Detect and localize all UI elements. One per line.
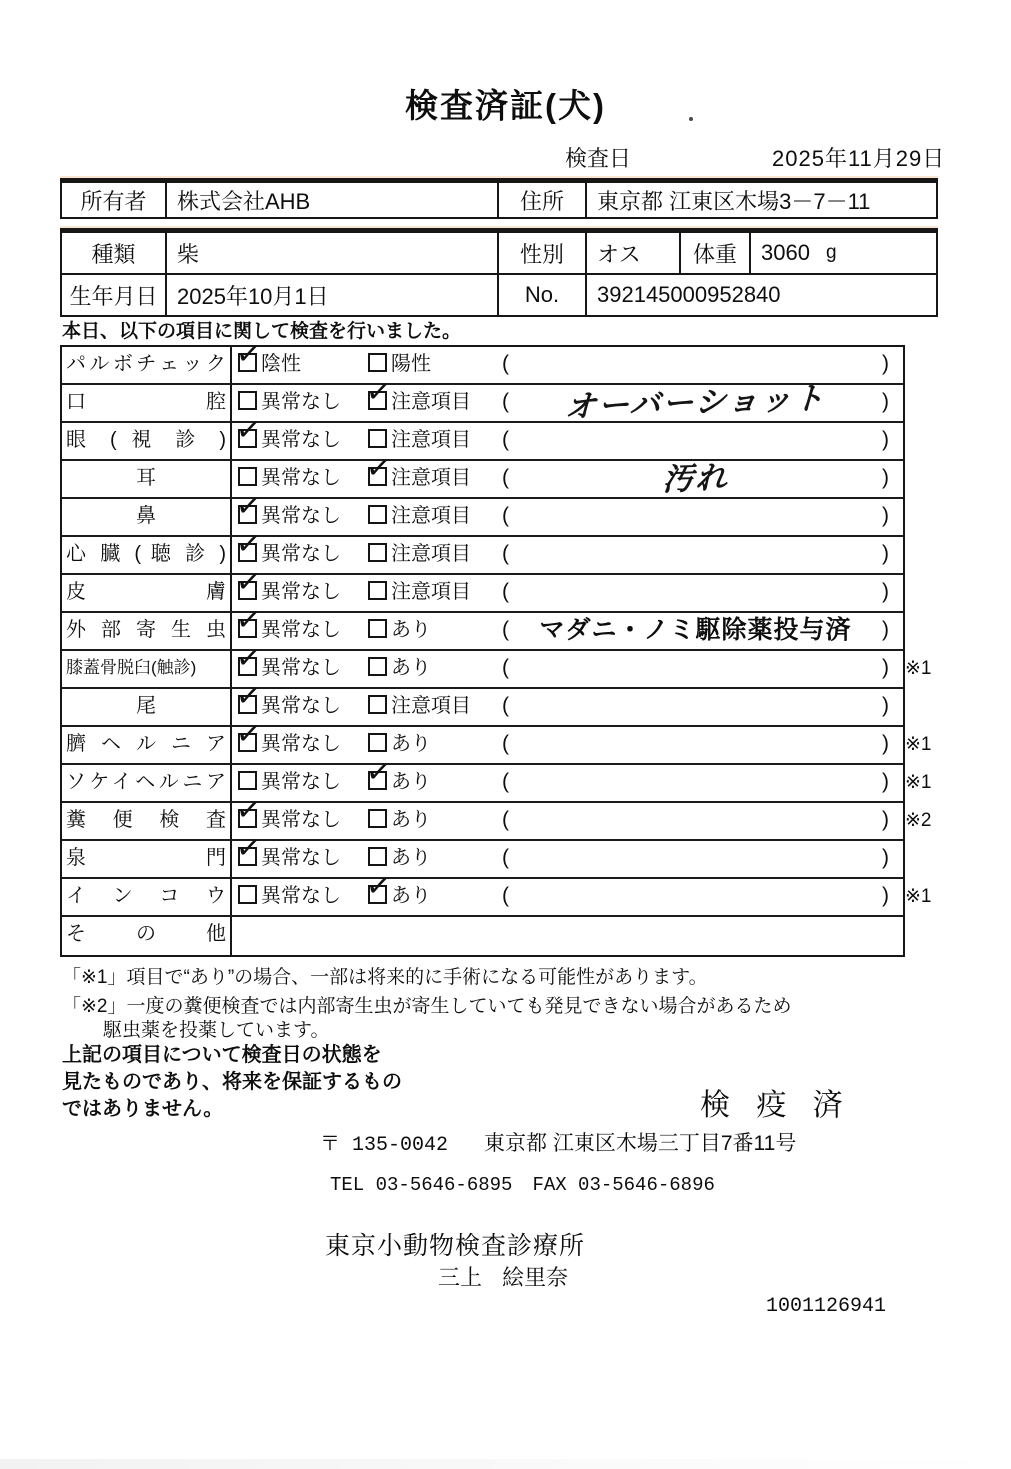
checkbox: [234, 412, 263, 449]
remark-label: ※1: [905, 734, 932, 755]
option-label: 注意項目: [391, 543, 471, 565]
checklist-row-nose: [62, 488, 903, 537]
row-label-cell: [62, 537, 232, 573]
row-label-cell: [62, 347, 232, 383]
quarantine-stamp: 検 疫 済: [700, 1089, 852, 1122]
remark-label: ※1: [905, 658, 932, 679]
checkbox: [234, 678, 263, 715]
paren-close: ): [882, 504, 889, 527]
checkbox-option-2: [368, 651, 431, 685]
birthdate-label: 生年月日: [62, 275, 167, 315]
checkbox: [364, 450, 393, 487]
scan-artifact-dot: [689, 117, 693, 121]
row-content: [232, 640, 932, 687]
option-label: 異常なし: [261, 429, 341, 451]
row-label-cell: [62, 917, 232, 955]
paren-field: [502, 499, 889, 533]
paren-field: [502, 841, 889, 875]
checkbox: [234, 526, 263, 563]
option-label: あり: [391, 733, 431, 755]
checkbox-option-2: [368, 347, 431, 381]
option-label: 陽性: [391, 353, 431, 375]
row-label: 耳: [136, 467, 156, 489]
checkbox: [238, 771, 257, 790]
paren-field: [502, 379, 889, 425]
paren-value: 汚れ: [661, 459, 730, 497]
row-content: [232, 830, 903, 877]
checkbox-option-1: [234, 336, 301, 381]
checkbox-option-1: [234, 412, 341, 457]
option-label: 異常なし: [261, 467, 341, 489]
clinic-tel: TEL 03-5646-6895: [330, 1174, 513, 1196]
checkbox: [368, 505, 387, 524]
paren-open: (: [502, 732, 509, 755]
option-label: あり: [391, 847, 431, 869]
option-label: あり: [391, 885, 431, 907]
row-label-cell: [62, 651, 232, 687]
row-label: 尾: [136, 695, 156, 717]
checkbox-option-2: [364, 868, 431, 913]
checkbox-option-2: [368, 689, 471, 723]
inspection-date-label: 検査日: [565, 146, 632, 171]
row-label-cell: [62, 499, 232, 535]
page-title: 検査済証(犬): [405, 87, 606, 124]
checkbox: [368, 809, 387, 828]
row-label: その他: [66, 923, 226, 945]
paren-value: マダニ・ノミ駆除薬投与済: [539, 615, 852, 644]
checkbox-option-2: [364, 374, 471, 419]
checkbox-option-1: [238, 765, 341, 799]
checklist-row-umbilical-hernia: [62, 716, 932, 765]
paren-open: (: [502, 390, 509, 413]
paren-open: (: [502, 884, 509, 907]
checkbox: [238, 391, 257, 410]
checkbox-option-1: [234, 792, 341, 837]
animal-info-table: [60, 228, 938, 317]
paren-close: ): [882, 846, 889, 869]
checkbox-option-1: [238, 461, 341, 495]
paren-close: ): [882, 618, 889, 641]
option-label: 異常なし: [261, 391, 341, 413]
option-label: あり: [391, 809, 431, 831]
check-mark-icon: ✓: [364, 754, 393, 791]
inspection-date-value: 2025年11月29日: [772, 146, 946, 171]
paren-field: [502, 727, 889, 761]
clinic-name: 東京小動物検査診療所: [325, 1232, 586, 1260]
checkbox: [234, 336, 263, 373]
checklist-row-inguinal-hernia: [62, 754, 932, 803]
row-label-cell: [62, 385, 232, 421]
row-label: インコウ: [66, 885, 226, 907]
checkbox-option-1: [238, 879, 341, 913]
checkbox-option-2: [364, 450, 471, 495]
checkbox-option-1: [234, 640, 341, 685]
note-asterisk2-line2: 駆虫薬を投薬しています。: [103, 1020, 330, 1041]
paren-open: (: [502, 618, 509, 641]
row-label: 外部寄生虫: [66, 619, 226, 641]
veterinarian-name: 三上 絵里奈: [438, 1265, 569, 1290]
owner-value: 株式会社AHB: [167, 183, 499, 217]
row-content: [232, 374, 903, 425]
row-label-cell: [62, 423, 232, 459]
checklist-row-fontanelle: [62, 830, 903, 879]
number-label: No.: [499, 275, 587, 315]
check-mark-icon: ✓: [364, 868, 393, 905]
row-label-cell: [62, 689, 232, 725]
checkbox-option-1: [238, 385, 341, 419]
checkbox-option-1: [234, 564, 341, 609]
weight-unit: g: [825, 242, 837, 263]
row-content: [232, 792, 932, 839]
check-mark-icon: ✓: [234, 716, 263, 753]
paren-field: [502, 347, 889, 381]
checklist-row-parasites: [62, 602, 903, 651]
option-label: 異常なし: [261, 847, 341, 869]
disclaimer-text: [62, 1042, 402, 1123]
option-label: 異常なし: [261, 809, 341, 831]
paren-value: オーバーショット: [564, 379, 827, 425]
checkbox-option-1: [234, 678, 341, 723]
paren-open: (: [502, 466, 509, 489]
paren-field: [502, 689, 889, 723]
weight-cell: [751, 233, 936, 273]
paren-open: (: [502, 352, 509, 375]
paren-field: [502, 651, 889, 685]
option-label: 陰性: [261, 353, 301, 375]
remark-label: ※2: [905, 810, 932, 831]
checkbox-option-2: [364, 754, 431, 799]
row-content: [232, 450, 903, 497]
paren-field: [502, 461, 889, 495]
paren-close: ): [882, 390, 889, 413]
check-mark-icon: ✓: [234, 488, 263, 525]
paren-field: [502, 575, 889, 609]
option-label: 異常なし: [261, 619, 341, 641]
checkbox: [364, 754, 393, 791]
clinic-phone-line: [330, 1174, 715, 1196]
row-content: [232, 526, 903, 573]
row-content: [232, 917, 903, 955]
row-label: 眼 ( 視 診 ): [66, 429, 226, 451]
checkbox: [234, 488, 263, 525]
checkbox: [368, 543, 387, 562]
checkbox: [368, 657, 387, 676]
row-label-cell: [62, 727, 232, 763]
disclaimer-line-3: ではありません。: [62, 1098, 224, 1120]
row-label: 泉門: [66, 847, 226, 869]
row-label: 膝蓋骨脱臼(触診): [66, 658, 197, 677]
checklist-row-mouth: [62, 374, 903, 425]
checkbox-option-2: [368, 727, 431, 761]
row-label: 臍ヘルニア: [66, 733, 226, 755]
birthdate-value: 2025年10月1日: [167, 275, 499, 315]
paren-close: ): [882, 428, 889, 451]
paren-close: ): [882, 694, 889, 717]
number-value: 392145000952840: [597, 282, 781, 307]
sex-value: オス: [587, 233, 681, 273]
checkbox: [234, 792, 263, 829]
row-label: パルボチェック: [66, 353, 226, 375]
checkbox: [234, 830, 263, 867]
option-label: 異常なし: [261, 543, 341, 565]
paren-close: ): [882, 352, 889, 375]
paren-open: (: [502, 694, 509, 717]
option-label: 注意項目: [391, 505, 471, 527]
checklist-row-fecal-exam: [62, 792, 932, 841]
info-row-2: [62, 273, 936, 315]
check-mark-icon: ✓: [364, 450, 393, 487]
checkbox: [364, 868, 393, 905]
paren-open: (: [502, 846, 509, 869]
option-label: 異常なし: [261, 505, 341, 527]
checkbox: [234, 640, 263, 677]
checkbox: [234, 716, 263, 753]
check-mark-icon: ✓: [364, 374, 393, 411]
option-label: 注意項目: [391, 581, 471, 603]
owner-row: [62, 183, 936, 217]
paren-close: ): [882, 732, 889, 755]
info-row-1: [62, 233, 936, 273]
checkbox: [368, 695, 387, 714]
row-content: [232, 602, 903, 649]
row-label: 糞便検査: [66, 809, 226, 831]
check-mark-icon: ✓: [234, 640, 263, 677]
option-label: 異常なし: [261, 657, 341, 679]
checkbox-option-2: [368, 841, 431, 875]
row-label-cell: [62, 765, 232, 801]
weight-label: 体重: [681, 233, 751, 273]
paren-open: (: [502, 808, 509, 831]
paren-close: ): [882, 466, 889, 489]
checklist-row-eyes: [62, 412, 903, 461]
clinic-postal-code: 〒 135-0042: [320, 1134, 449, 1157]
scan-smudge: [0, 1459, 1011, 1469]
row-label: 鼻: [136, 505, 156, 527]
paren-field: [502, 765, 889, 799]
option-label: あり: [391, 771, 431, 793]
check-mark-icon: ✓: [234, 602, 263, 639]
checkbox: [368, 619, 387, 638]
option-label: あり: [391, 657, 431, 679]
checkbox-option-1: [234, 602, 341, 647]
checkbox: [368, 733, 387, 752]
row-label-cell: [62, 613, 232, 649]
checklist-row-heart: [62, 526, 903, 575]
option-label: 異常なし: [261, 771, 341, 793]
owner-table: [60, 178, 938, 219]
row-content: [232, 488, 903, 535]
address-label: 住所: [499, 183, 587, 217]
check-mark-icon: ✓: [234, 412, 263, 449]
paren-close: ): [882, 580, 889, 603]
checkbox: [368, 429, 387, 448]
option-label: 異常なし: [261, 733, 341, 755]
paren-close: ): [882, 808, 889, 831]
option-label: あり: [391, 619, 431, 641]
check-mark-icon: ✓: [234, 336, 263, 373]
paren-open: (: [502, 770, 509, 793]
checkbox-option-2: [368, 613, 431, 647]
row-label: 口腔: [66, 391, 226, 413]
checklist-row-tail: [62, 678, 903, 727]
row-label-cell: [62, 461, 232, 497]
note-asterisk2-line1: 「※2」一度の糞便検査では内部寄生虫が寄生していても発見できない場合があるため: [62, 996, 792, 1017]
clinic-address-line: [320, 1127, 796, 1157]
paren-close: ): [882, 770, 889, 793]
disclaimer-line-2: 見たものであり、将来を保証するもの: [62, 1071, 402, 1093]
checkbox-option-2: [368, 803, 431, 837]
row-label-cell: [62, 879, 232, 915]
row-label-cell: [62, 841, 232, 877]
row-label-cell: [62, 575, 232, 611]
row-label: 皮膚: [66, 581, 226, 603]
checkbox-option-2: [368, 575, 471, 609]
checkbox: [368, 581, 387, 600]
checkbox: [234, 602, 263, 639]
paren-open: (: [502, 580, 509, 603]
intro-text: 本日、以下の項目に関して検査を行いました。: [62, 321, 462, 342]
checkbox-option-2: [368, 499, 471, 533]
clinic-address: 東京都 江東区木場三丁目7番11号: [484, 1132, 797, 1155]
checkbox: [368, 353, 387, 372]
row-content: [232, 716, 932, 763]
owner-label: 所有者: [62, 183, 167, 217]
breed-value: 柴: [167, 233, 499, 273]
option-label: 異常なし: [261, 695, 341, 717]
row-content: [232, 868, 932, 915]
clinic-fax: FAX 03-5646-6896: [532, 1174, 715, 1196]
row-label: ソケイヘルニア: [66, 771, 226, 793]
row-content: [232, 336, 903, 383]
option-label: 注意項目: [391, 467, 471, 489]
paren-close: ): [882, 542, 889, 565]
paren-field: [502, 423, 889, 457]
remark-label: ※1: [905, 772, 932, 793]
checkbox-option-1: [234, 716, 341, 761]
paren-open: (: [502, 656, 509, 679]
paren-open: (: [502, 428, 509, 451]
row-content: [232, 678, 903, 725]
checkbox-option-1: [234, 830, 341, 875]
option-label: 注意項目: [391, 391, 471, 413]
option-label: 異常なし: [261, 885, 341, 907]
paren-field: [502, 803, 889, 837]
note-asterisk1: 「※1」項目で“あり”の場合、一部は将来的に手術になる可能性があります。: [62, 967, 708, 988]
document-code: 1001126941: [766, 1295, 887, 1318]
row-content: [232, 564, 903, 611]
option-label: 注意項目: [391, 695, 471, 717]
checkbox: [364, 374, 393, 411]
paren-field: [502, 613, 889, 647]
checklist-row-skin: [62, 564, 903, 613]
paren-open: (: [502, 542, 509, 565]
paren-field: [502, 879, 889, 913]
checkbox: [234, 564, 263, 601]
disclaimer-line-1: 上記の項目について検査日の状態を: [62, 1044, 382, 1066]
option-label: 異常なし: [261, 581, 341, 603]
sex-label: 性別: [499, 233, 587, 273]
checklist-row-patella: [62, 640, 932, 689]
check-mark-icon: ✓: [234, 830, 263, 867]
row-label-cell: [62, 803, 232, 839]
check-mark-icon: ✓: [234, 792, 263, 829]
breed-label: 種類: [62, 233, 167, 273]
check-mark-icon: ✓: [234, 678, 263, 715]
checklist-table: [60, 336, 932, 957]
address-value: 東京都 江東区木場3－7－11: [597, 188, 871, 214]
option-label: 注意項目: [391, 429, 471, 451]
row-content: [232, 754, 932, 801]
row-content: [232, 412, 903, 459]
row-label: 心 臓 ( 聴 診 ): [66, 543, 226, 565]
checkbox: [238, 467, 257, 486]
paren-close: ): [882, 884, 889, 907]
check-mark-icon: ✓: [234, 564, 263, 601]
checkbox: [238, 885, 257, 904]
checklist-row-ears: [62, 450, 903, 499]
remark-label: ※1: [905, 886, 932, 907]
checklist-row-other: [62, 917, 903, 955]
weight-value: 3060: [761, 240, 810, 265]
check-mark-icon: ✓: [234, 526, 263, 563]
checkbox-option-2: [368, 537, 471, 571]
paren-field: [502, 537, 889, 571]
checkbox-option-1: [234, 526, 341, 571]
paren-close: ): [882, 656, 889, 679]
checkbox-option-2: [368, 423, 471, 457]
checklist-row-inkou: [62, 868, 932, 917]
paren-open: (: [502, 504, 509, 527]
checkbox: [368, 847, 387, 866]
checkbox-option-1: [234, 488, 341, 533]
checklist-row-parvo: [62, 336, 903, 385]
